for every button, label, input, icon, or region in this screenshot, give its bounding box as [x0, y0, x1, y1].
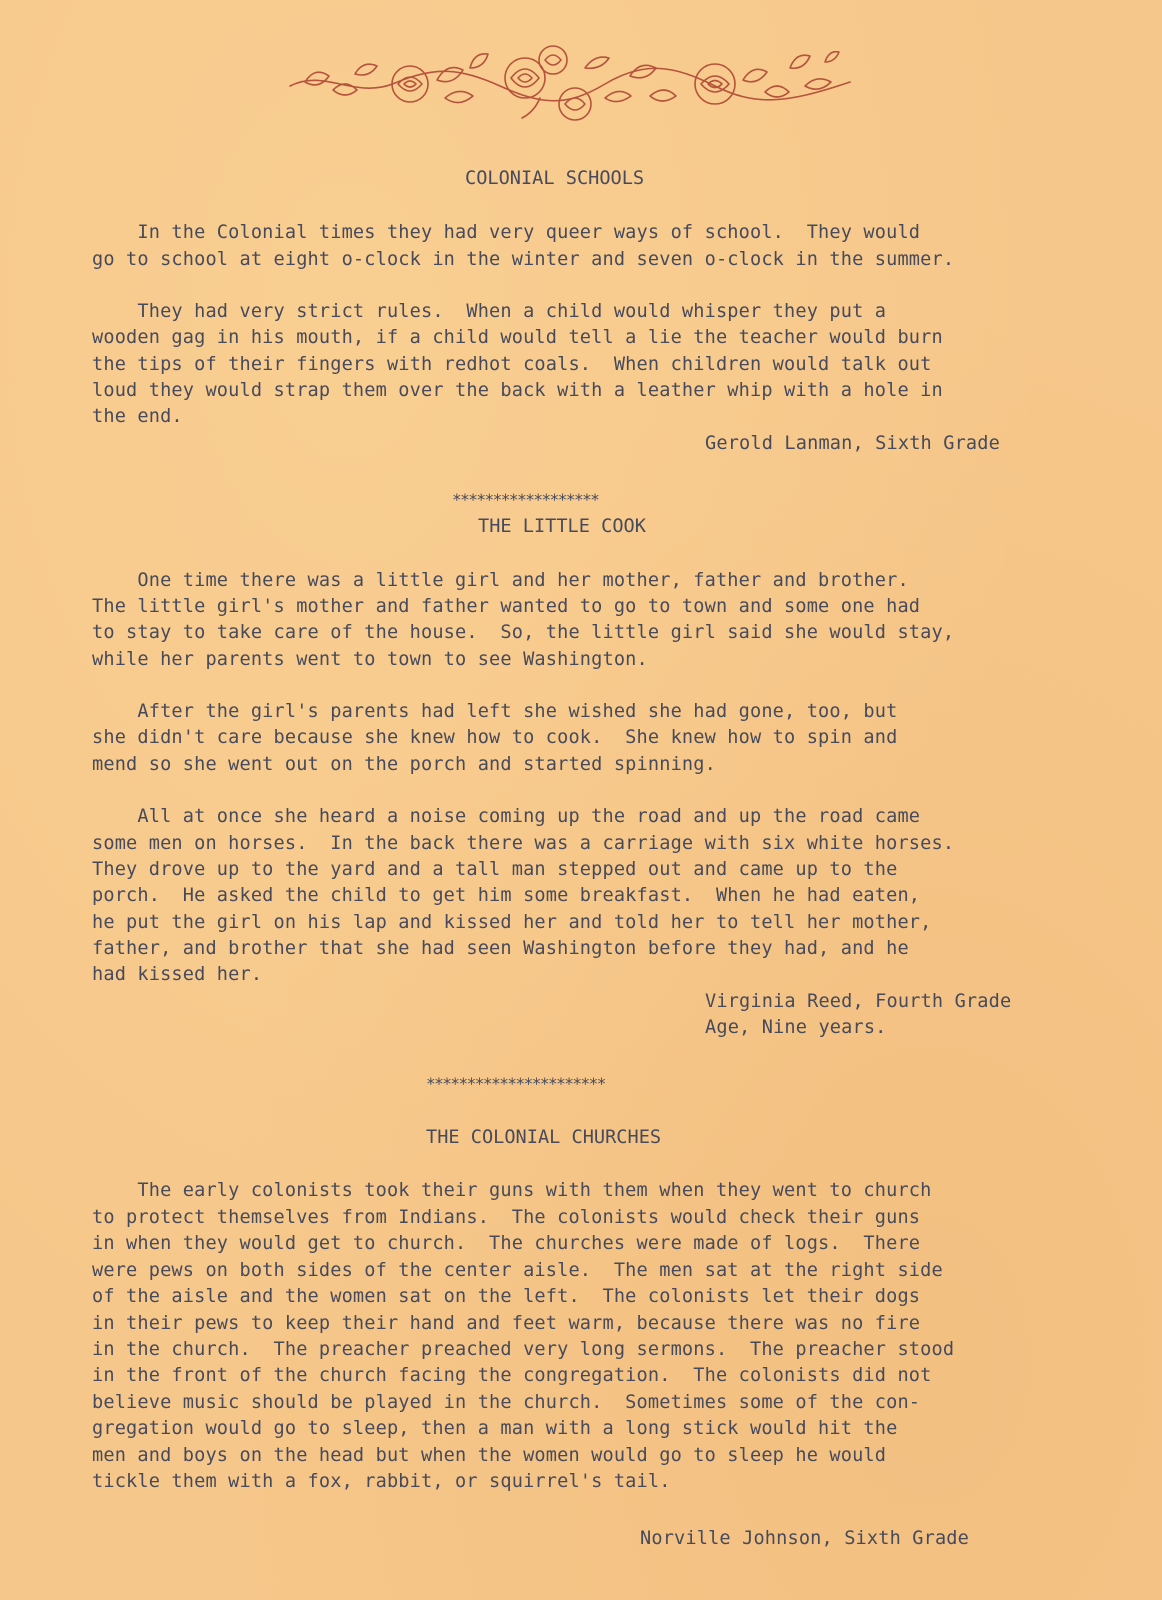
- text-line: were pews on both sides of the center aisle. The men sat at the right side: [92, 1260, 943, 1281]
- signature-line: Age, Nine years.: [705, 1017, 887, 1038]
- separator-stars: ******************: [452, 490, 599, 509]
- text-line: wooden gag in his mouth, if a child would tell a lie the teacher would burn: [92, 327, 943, 348]
- text-line: in their pews to keep their hand and feet warm, because there was no fire: [92, 1313, 921, 1334]
- text-line: They had very strict rules. When a child would whisper they put a: [92, 301, 887, 322]
- text-line: The early colonists took their guns with them when they went to church: [92, 1180, 932, 1201]
- text-line: porch. He asked the child to get him some breakfast. When he had eaten,: [92, 885, 921, 906]
- text-line: of the aisle and the women sat on the left. The colonists let their dogs: [92, 1286, 921, 1307]
- text-line: After the girl's parents had left she wished she had gone, too, but: [92, 701, 898, 722]
- section-title-colonial-churches: THE COLONIAL CHURCHES: [426, 1127, 662, 1148]
- text-line: men and boys on the head but when the women would go to sleep he would: [92, 1445, 887, 1466]
- text-line: in the front of the church facing the congregation. The colonists did not: [92, 1365, 932, 1386]
- text-line: gregation would go to sleep, then a man with a long stick would hit the: [92, 1418, 898, 1439]
- text-line: They drove up to the yard and a tall man stepped out and came up to the: [92, 859, 898, 880]
- signature-line: Gerold Lanman, Sixth Grade: [705, 433, 1000, 454]
- text-line: in when they would get to church. The churches were made of logs. There: [92, 1233, 921, 1254]
- text-line: the tips of their fingers with redhot coals. When children would talk out: [92, 354, 932, 375]
- text-line: in the church. The preacher preached very long sermons. The preacher stood: [92, 1339, 955, 1360]
- text-line: tickle them with a fox, rabbit, or squirrel's tail.: [92, 1471, 671, 1492]
- text-line: the end.: [92, 406, 183, 427]
- section-title-colonial-schools: COLONIAL SCHOOLS: [465, 168, 645, 189]
- signature-line: Virginia Reed, Fourth Grade: [705, 991, 1012, 1012]
- text-line: while her parents went to town to see Washington.: [92, 649, 648, 670]
- text-line: she didn't care because she knew how to cook. She knew how to spin and: [92, 727, 898, 748]
- separator-stars: **********************: [426, 1074, 605, 1093]
- floral-ornament-icon: [285, 38, 855, 133]
- text-line: father, and brother that she had seen Washington before they had, and he: [92, 938, 909, 959]
- text-line: The little girl's mother and father wanted to go to town and some one had: [92, 596, 921, 617]
- text-line: One time there was a little girl and her mother, father and brother.: [92, 570, 909, 591]
- text-line: All at once she heard a noise coming up the road and up the road came: [92, 806, 921, 827]
- signature-line: Norville Johnson, Sixth Grade: [640, 1528, 969, 1549]
- text-line: to stay to take care of the house. So, the little girl said she would stay,: [92, 622, 955, 643]
- text-line: to protect themselves from Indians. The colonists would check their guns: [92, 1207, 921, 1228]
- text-line: mend so she went out on the porch and started spinning.: [92, 754, 716, 775]
- section-title-little-cook: THE LITTLE COOK: [478, 516, 646, 537]
- text-line: loud they would strap them over the back with a leather whip with a hole in: [92, 380, 943, 401]
- text-line: go to school at eight o-clock in the winter and seven o-clock in the summer.: [92, 249, 955, 270]
- text-line: In the Colonial times they had very queer ways of school. They would: [92, 222, 921, 243]
- text-line: some men on horses. In the back there was a carriage with six white horses.: [92, 833, 955, 854]
- text-line: believe music should be played in the church. Sometimes some of the con-: [92, 1392, 921, 1413]
- text-line: had kissed her.: [92, 964, 263, 985]
- text-line: he put the girl on his lap and kissed her and told her to tell her mother,: [92, 912, 932, 933]
